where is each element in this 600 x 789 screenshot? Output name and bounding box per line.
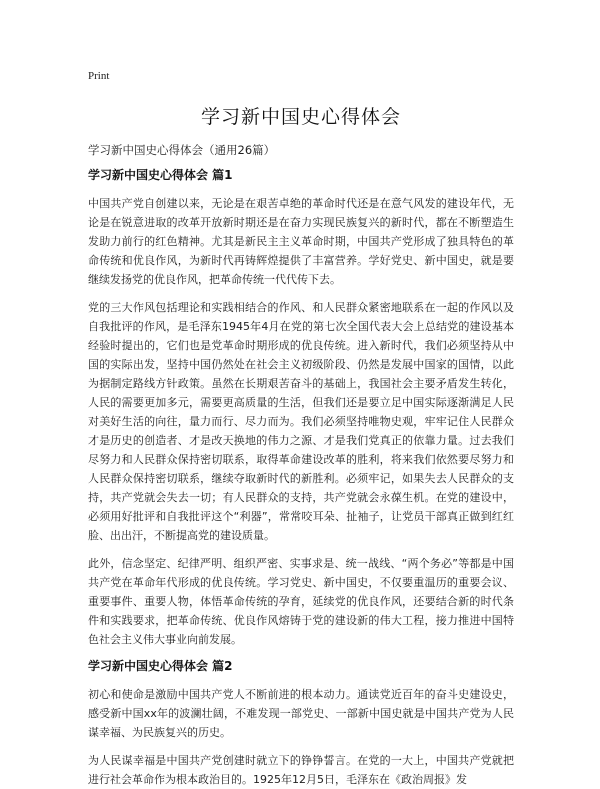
section-1 — [88, 167, 514, 649]
paragraph: 初心和使命是激励中国共产党人不断前进的根本动力。通读党近百年的奋斗史建设史，感受新中国xx年的波澜壮阔，不难发现一部党史、一部新中国史就是中国共产党为人民谋幸福、为民族复兴的历史。 — [88, 688, 514, 739]
section-heading: 学习新中国史心得体会 篇1 — [88, 168, 233, 182]
page-title: 学习新中国史心得体会 — [200, 106, 401, 128]
paragraph: 中国共产党自创建以来，无论是在艰苦卓绝的革命时代还是在意气风发的建设年代，无论是在锐意进取的改革开放新时期还是在奋力实现民族复兴的新时代，都在不断塑造生发助力前行的红色精神。尤其是新民主主义革命时期，中国共产党形成了独具特色的革命传统和优良作风，为新时代再铸辉煌提供了丰富营养。学好党史、新中国史，就是要继续发扬党的优良作风，把革命传统一代代传下去。 — [88, 197, 514, 286]
paragraph: 为人民谋幸福是中国共产党创建时就立下的铮铮誓言。在党的一大上，中国共产党就把进行社会革命作为根本政治目的。1925年12月5日，毛泽东在《政治周报》发 — [88, 754, 514, 786]
paragraph: 此外，信念坚定、纪律严明、组织严密、实事求是、统一战线、“两个务必”等都是中国共产党在革命年代形成的优良传统。学习党史、新中国史，不仅要重温历的重要会议、重要事件、重要人物，体悟革命传统的孕育，延续党的优良作风，还要结合新的时代条件和实践要求，把革命传统、优良作风熔铸于党的建设新的伟大工程，接力推进中国特色社会主义伟大事业向前发展。 — [88, 557, 514, 646]
document-subtitle: 学习新中国史心得体会（通用26篇） — [88, 143, 276, 157]
paragraph: 党的三大作风包括理论和实践相结合的作风、和人民群众紧密地联系在一起的作风以及自我批评的作风，是毛泽东1945年4月在党的第七次全国代表大会上总结党的建设基本经验时提出的，它们也是党革命时期形成的优良传统。进入新时代，我们必须坚持从中国的实际出发，坚持中国仍然处在社会主义初级阶段、仍然是发展中国家的国情，以此为据制定路线方针政策。虽然在长期艰苦奋斗的基础上，我国社会主要矛盾发生转化，人民的需要更加多元，需要更高质量的生活，但我们还是要立足中国实际逐渐满足人民对美好生活的向往，量力而行、尽力而为。我们必须坚持唯物史观，牢牢记住人民群众才是历史的创造者、才是改天换地的伟力之源、才是我们党真正的依靠力量。过去我们尽努力和人民群众保持密切联系，取得革命建设改革的胜利，将来我们依然要尽努力和人民群众保持密切联系，继续夺取新时代的新胜利。必须牢记，如果失去人民群众的支持，共产党就会失去一切；有人民群众的支持，共产党就会永葆生机。在党的建设中，必须用好批评和自我批评这个“利器”，常常咬耳朵、扯袖子，让党员干部真正做到红红脸、出出汗，不断提高党的建设质量。 — [88, 301, 514, 542]
print-link[interactable]: Print — [88, 70, 110, 82]
section-heading: 学习新中国史心得体会 篇2 — [88, 659, 233, 673]
section-2 — [88, 658, 514, 789]
